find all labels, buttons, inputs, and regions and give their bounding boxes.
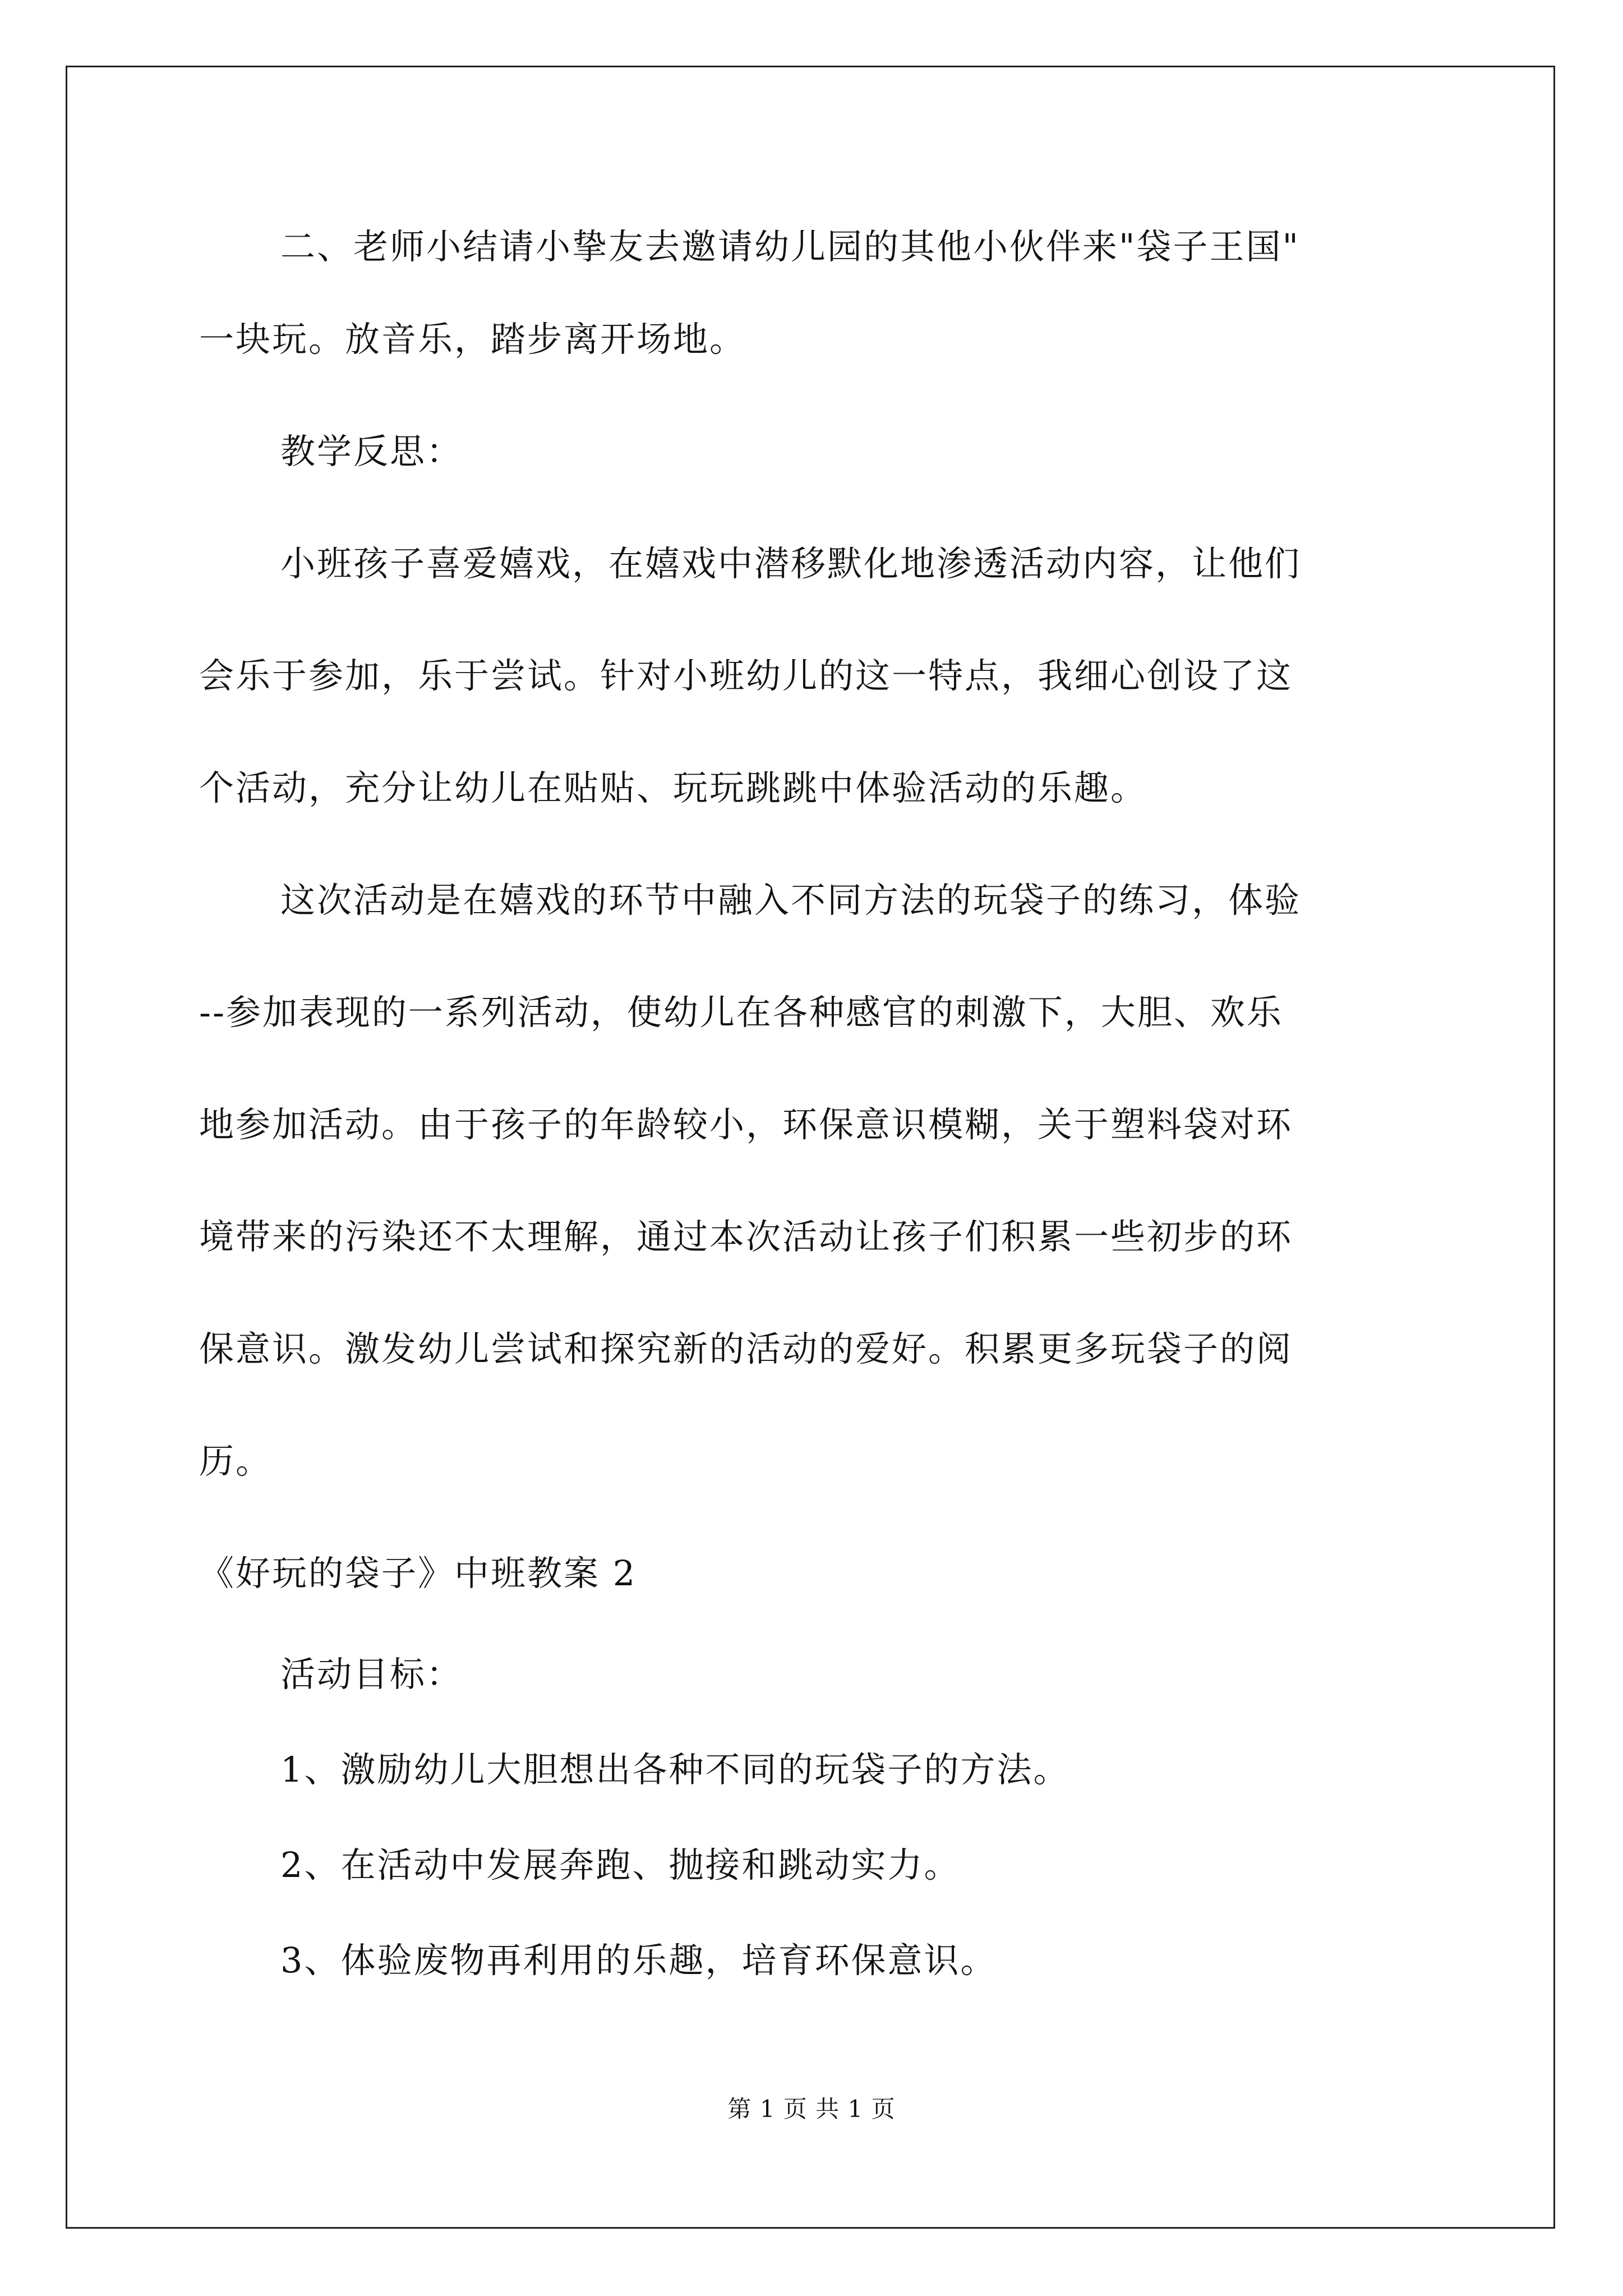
list-item: 3、体验废物再利用的乐趣，培育环保意识。 <box>280 1940 997 1981</box>
document-title: 《好玩的袋子》中班教案 2 <box>199 1553 637 1594</box>
paragraph-line: 会乐于参加，乐于尝试。针对小班幼儿的这一特点，我细心创设了这 <box>199 655 1293 696</box>
section-heading: 教学反思： <box>280 431 463 472</box>
paragraph-line: 小班孩子喜爱嬉戏，在嬉戏中潜移默化地渗透活动内容，让他们 <box>280 543 1302 584</box>
paragraph-line: 一块玩。放音乐，踏步离开场地。 <box>199 319 746 360</box>
paragraph-line: 境带来的污染还不太理解，通过本次活动让孩子们积累一些初步的环 <box>199 1216 1293 1257</box>
paragraph-line: 地参加活动。由于孩子的年龄较小，环保意识模糊，关于塑料袋对环 <box>199 1104 1293 1145</box>
paragraph-line: 二、老师小结请小挚友去邀请幼儿园的其他小伙伴来"袋子王国" <box>280 226 1301 267</box>
page-footer: 第 1 页 共 1 页 <box>727 2095 896 2123</box>
paragraph-line: --参加表现的一系列活动，使幼儿在各种感官的刺激下，大胆、欢乐 <box>199 992 1283 1033</box>
paragraph-line: 历。 <box>199 1441 273 1481</box>
page-border <box>66 66 1555 2229</box>
list-item: 2、在活动中发展奔跑、抛接和跳动实力。 <box>280 1844 961 1885</box>
paragraph-line: 保意识。激发幼儿尝试和探究新的活动的爱好。积累更多玩袋子的阅 <box>199 1328 1293 1369</box>
list-item: 1、激励幼儿大胆想出各种不同的玩袋子的方法。 <box>280 1749 1070 1790</box>
paragraph-line: 这次活动是在嬉戏的环节中融入不同方法的玩袋子的练习，体验 <box>280 880 1302 921</box>
paragraph-line: 个活动，充分让幼儿在贴贴、玩玩跳跳中体验活动的乐趣。 <box>199 767 1147 808</box>
section-heading: 活动目标： <box>280 1654 463 1695</box>
